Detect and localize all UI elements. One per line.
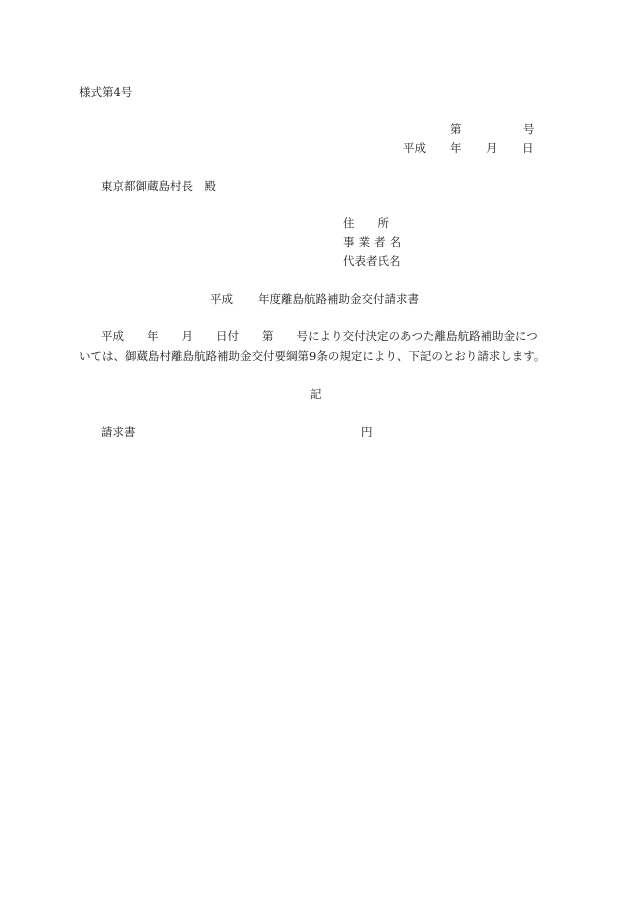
document-number-dai: 第: [450, 122, 462, 136]
date-year: 年: [450, 141, 462, 155]
form-number: 様式第4号: [79, 85, 133, 99]
request-amount-unit: 円: [361, 425, 373, 439]
date-day: 日: [522, 141, 534, 155]
document-title: 年度離島航路補助金交付請求書: [258, 292, 419, 306]
ki-heading: 記: [310, 387, 322, 401]
applicant-address-label: 住 所: [343, 216, 389, 230]
applicant-representative-label: 代表者氏名: [343, 254, 401, 268]
applicant-business-name-label: 事業者名: [343, 235, 406, 249]
body-text-line-1: 平成 年 月 日付 第 号により交付決定のあつた離島航路補助金につ: [101, 329, 538, 343]
body-text-line-2: いては、御蔵島村離島航路補助金交付要綱第9条の規定により、下記のとおり請求します。: [79, 349, 546, 363]
request-label: 請求書: [101, 425, 136, 439]
document-title-era: 平成: [210, 292, 233, 306]
addressee: 東京都御蔵島村長 殿: [101, 179, 216, 193]
date-era: 平成: [403, 141, 426, 155]
date-month: 月: [486, 141, 498, 155]
document-number-go: 号: [523, 122, 535, 136]
